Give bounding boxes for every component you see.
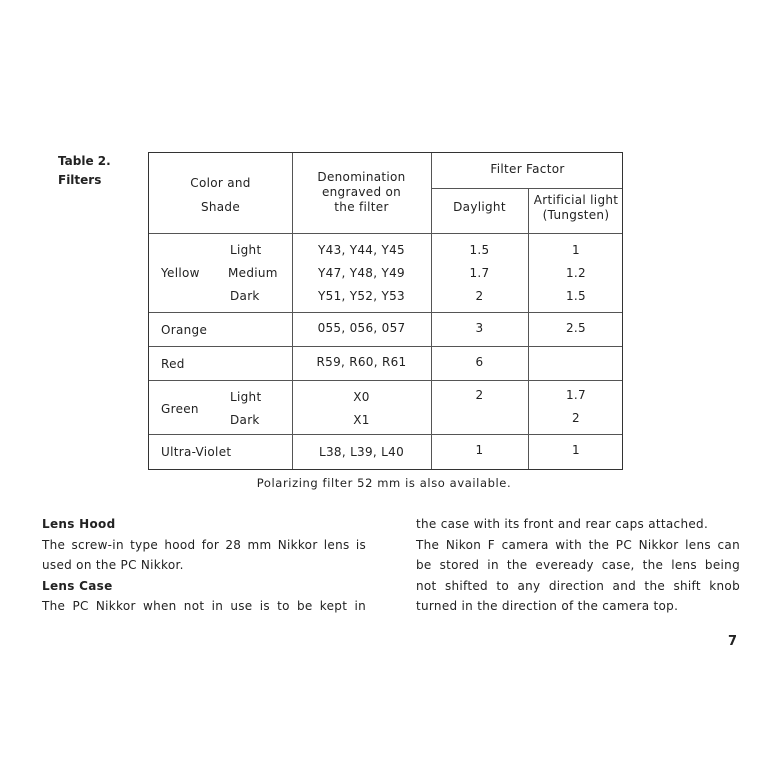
- color-ultra-violet: Ultra-Violet: [161, 445, 232, 459]
- lens-hood-heading: Lens Hood: [42, 517, 116, 531]
- header-tungsten: (Tungsten): [542, 208, 610, 222]
- artificial-green-dark: 2: [572, 411, 580, 425]
- color-red: Red: [161, 357, 185, 371]
- daylight-green-light: 2: [475, 388, 484, 402]
- color-orange: Orange: [161, 323, 208, 337]
- color-green: Green: [161, 402, 199, 416]
- shade-green-light: Light: [230, 390, 262, 404]
- daylight-red: 6: [475, 355, 484, 369]
- header-color: Color and: [190, 176, 251, 190]
- header-artificial-light: Artificial light: [533, 193, 619, 207]
- polarizing-filter-note: Polarizing filter 52 mm is also available.: [256, 476, 512, 490]
- denom-green-dark: X1: [353, 413, 370, 427]
- denom-yellow-light: Y43, Y44, Y45: [318, 243, 405, 257]
- right-column: [416, 514, 740, 617]
- page-number: 7: [728, 634, 738, 649]
- lens-hood-text-line1: The screw-in type hood for 28 mm Nikkor lens is: [42, 537, 366, 552]
- denom-yellow-dark: Y51, Y52, Y53: [318, 289, 405, 303]
- color-yellow: Yellow: [161, 266, 200, 280]
- right-text-line2: The Nikon F camera with the PC Nikkor lens can: [416, 537, 740, 552]
- header-the-filter: the filter: [334, 200, 389, 214]
- lens-hood-text-line2: used on the PC Nikkor.: [42, 558, 184, 573]
- filters-table: [148, 152, 623, 470]
- header-daylight: Daylight: [453, 200, 506, 214]
- daylight-yellow-light: 1.5: [469, 243, 490, 257]
- artificial-orange: 2.5: [566, 321, 586, 335]
- right-text-line5: turned in the direction of the camera top.: [416, 599, 679, 614]
- table-number: Table 2.: [58, 154, 111, 168]
- row-rule-orange: [149, 346, 622, 347]
- denom-orange: 055, 056, 057: [317, 321, 406, 335]
- denom-red: R59, R60, R61: [316, 355, 407, 369]
- table-title: Filters: [58, 173, 102, 187]
- header-engraved: engraved on: [321, 185, 402, 199]
- artificial-green-light: 1.7: [566, 388, 586, 402]
- right-text-line4: not shifted to any direction and the shift knob: [416, 578, 740, 593]
- artificial-yellow-light: 1: [572, 243, 580, 257]
- artificial-yellow-dark: 1.5: [566, 289, 586, 303]
- row-rule-yellow: [149, 312, 622, 313]
- lens-case-text-line1: The PC Nikkor when not in use is to be kept in: [42, 599, 366, 614]
- row-rule-red: [149, 380, 622, 381]
- lens-case-heading: Lens Case: [42, 578, 113, 593]
- denom-green-light: X0: [353, 390, 370, 404]
- artificial-yellow-medium: 1.2: [566, 266, 586, 280]
- right-text-line3: be stored in the eveready case, the lens being: [416, 558, 740, 573]
- right-text-line1: the case with its front and rear caps attached.: [416, 517, 709, 531]
- header-denomination: Denomination: [317, 170, 406, 184]
- header-filter-factor: Filter Factor: [490, 162, 565, 176]
- factor-header-rule: [431, 188, 622, 189]
- artificial-ultra-violet: 1: [572, 443, 580, 457]
- table-caption: [58, 152, 111, 190]
- shade-light: Light: [230, 243, 262, 257]
- header-shade: Shade: [200, 200, 241, 214]
- daylight-orange: 3: [475, 321, 484, 335]
- shade-medium: Medium: [228, 266, 278, 280]
- daylight-yellow-dark: 2: [475, 289, 484, 303]
- left-column: [42, 514, 366, 617]
- shade-green-dark: Dark: [230, 413, 260, 427]
- shade-dark: Dark: [230, 289, 260, 303]
- daylight-yellow-medium: 1.7: [469, 266, 490, 280]
- row-rule-green: [149, 434, 622, 435]
- denom-yellow-medium: Y47, Y48, Y49: [318, 266, 405, 280]
- header-rule: [149, 233, 622, 234]
- denom-ultra-violet: L38, L39, L40: [318, 445, 405, 459]
- daylight-ultra-violet: 1: [475, 443, 484, 457]
